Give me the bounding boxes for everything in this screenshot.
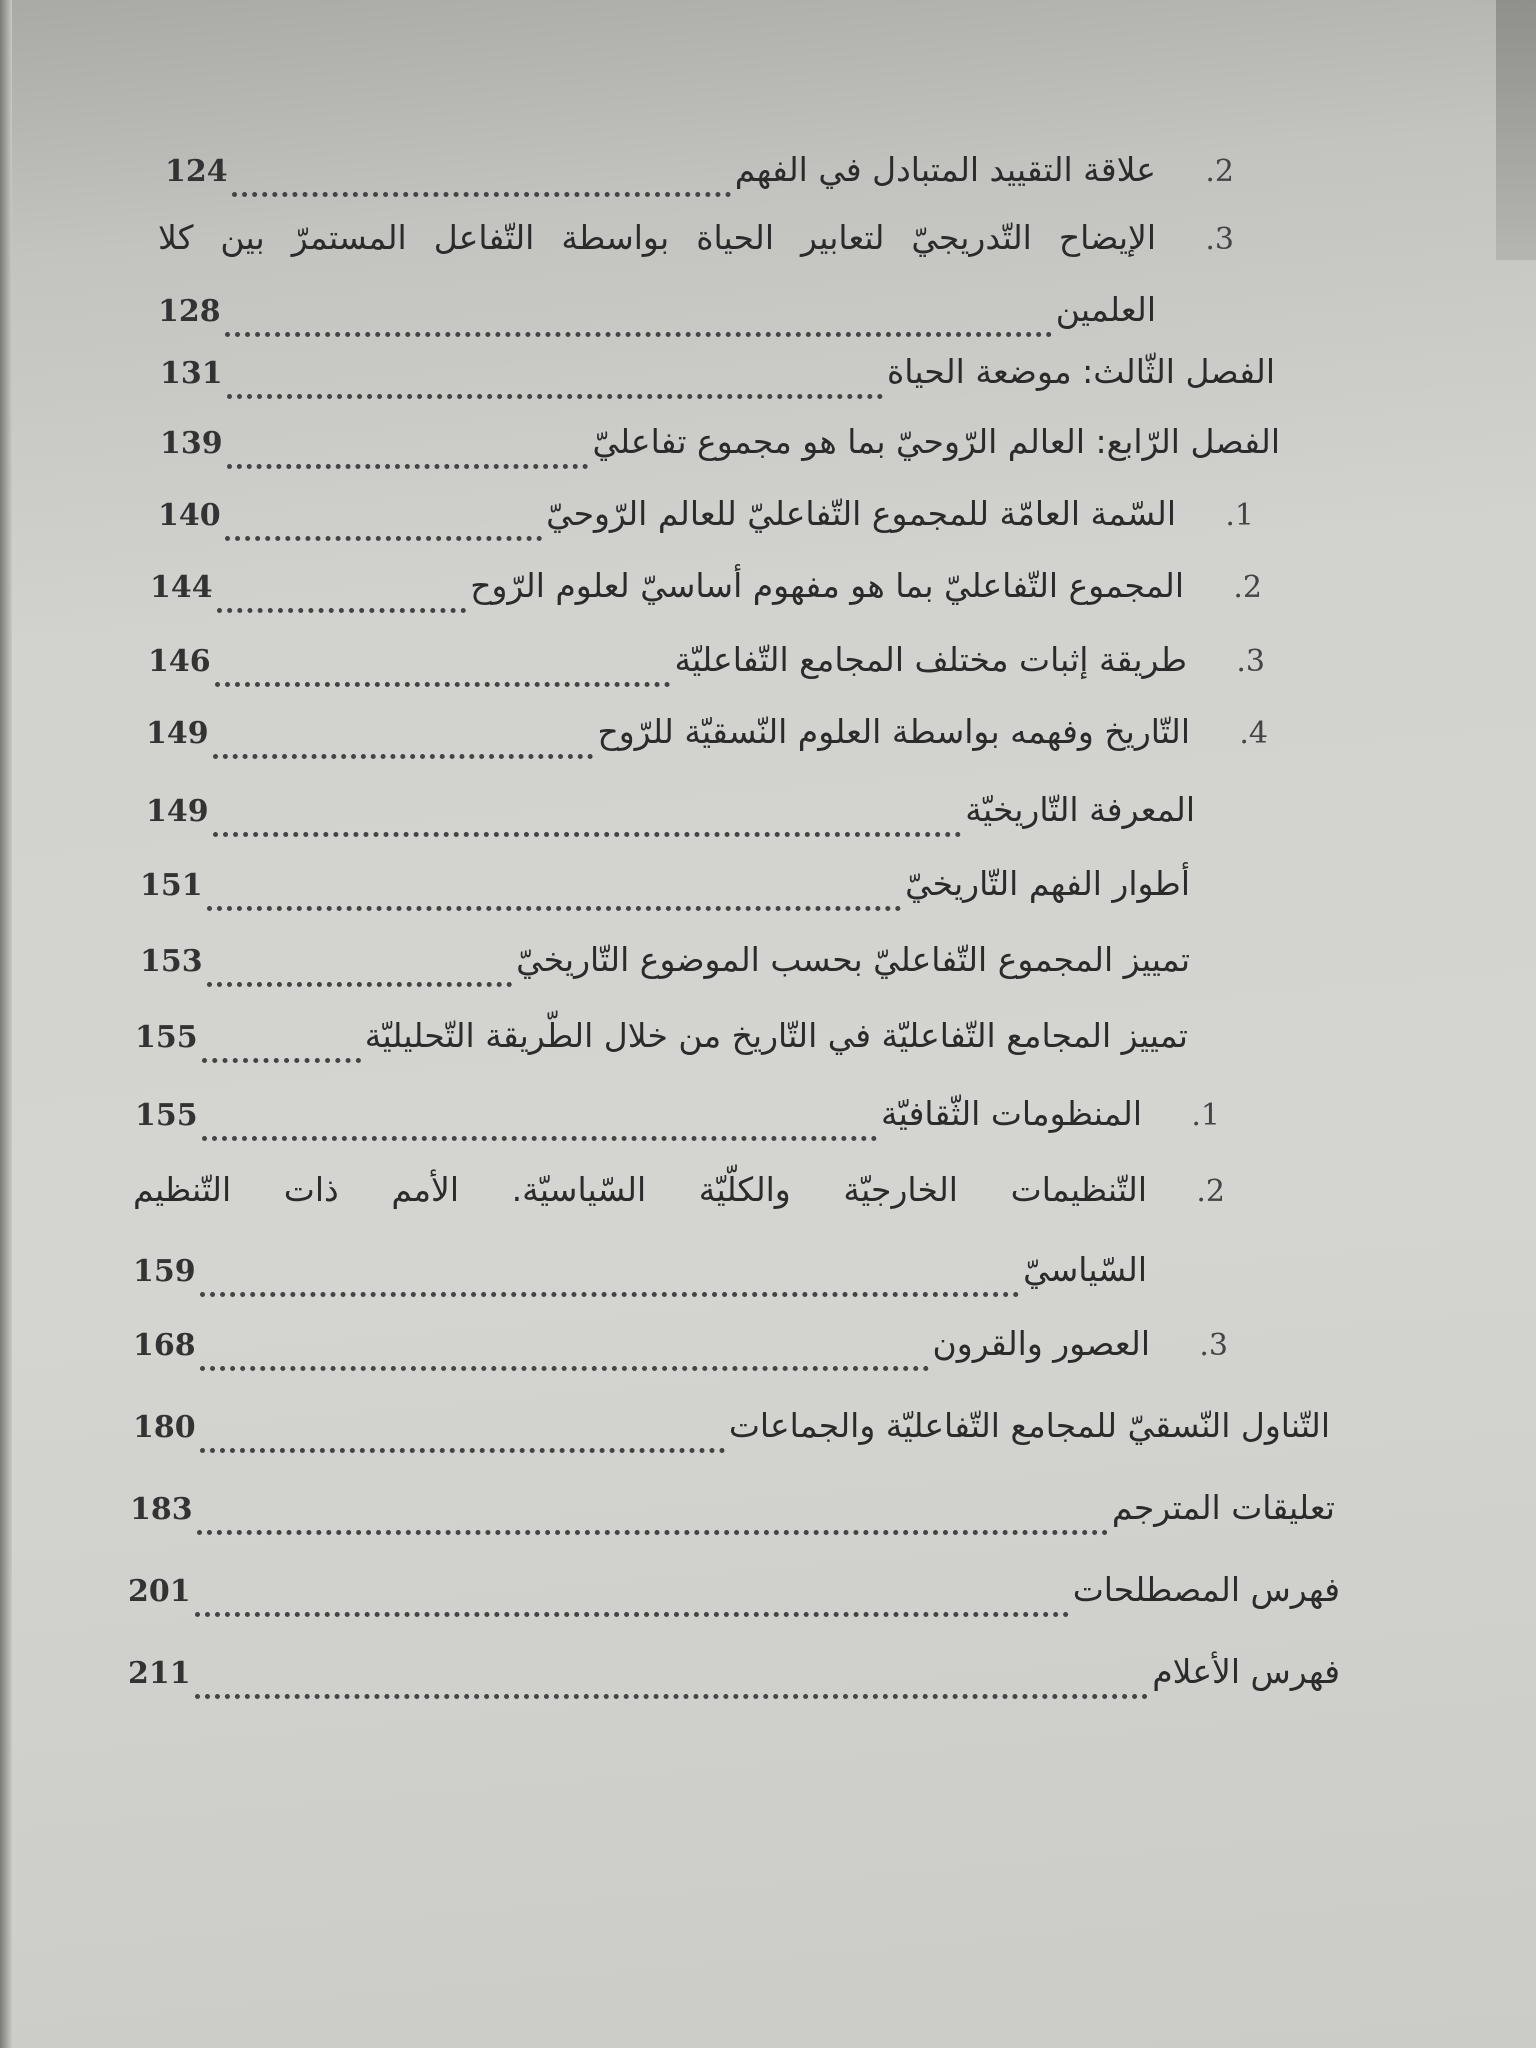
- toc-entry[interactable]: [133, 1324, 1228, 1384]
- entry-title: التّنظيمات الخارجيّة والكلّيّة السّياسيّة. الأمم ذات التّنظيم: [133, 1170, 1147, 1209]
- toc-entry[interactable]: [135, 1094, 1220, 1154]
- page-number: 128: [158, 294, 221, 329]
- toc-entry[interactable]: [140, 940, 1190, 1000]
- entry-title: الفصل الرّابع: العالم الرّوحيّ بما هو مجموع تفاعليّ: [592, 422, 1280, 461]
- page-number: 144: [150, 570, 213, 605]
- entry-title: المنظومات الثّقافيّة: [880, 1094, 1142, 1133]
- book-spine-edge: [0, 0, 12, 2048]
- page-number: 149: [146, 794, 209, 829]
- page-number: 155: [135, 1098, 198, 1133]
- dot-leader: [202, 1136, 877, 1141]
- dot-leader: [200, 1366, 929, 1371]
- entry-title: المعرفة التّاريخيّة: [965, 790, 1195, 829]
- toc-entry[interactable]: [135, 1016, 1188, 1076]
- entry-number: 2.: [1233, 570, 1262, 605]
- toc-entry[interactable]: [140, 864, 1190, 924]
- entry-number: 2.: [1196, 1174, 1225, 1209]
- toc-entry[interactable]: [165, 150, 1234, 210]
- dot-leader: [202, 1058, 361, 1063]
- page-number: 159: [133, 1254, 196, 1289]
- dot-leader: [227, 464, 589, 469]
- entry-title: فهرس الأعلام: [1152, 1652, 1340, 1691]
- page-number: 211: [128, 1656, 191, 1691]
- page-number: 201: [128, 1574, 191, 1609]
- entry-number: 1.: [1191, 1098, 1220, 1133]
- entry-title: تعليقات المترجم: [1111, 1488, 1335, 1527]
- toc-entry[interactable]: [158, 494, 1254, 554]
- page-number: 151: [140, 868, 203, 903]
- page-number: 139: [160, 426, 223, 461]
- entry-title: طريقة إثبات مختلف المجامع التّفاعليّة: [674, 640, 1187, 679]
- dot-leader: [195, 1612, 1069, 1617]
- entry-number: 2.: [1205, 154, 1234, 189]
- dot-leader: [213, 754, 594, 759]
- page-number: 155: [135, 1020, 198, 1055]
- toc-entry[interactable]: [158, 218, 1234, 278]
- dot-leader: [197, 1530, 1108, 1535]
- background-desk: [1496, 0, 1536, 260]
- dot-leader: [227, 394, 883, 399]
- dot-leader: [213, 832, 962, 837]
- toc-entry[interactable]: [150, 566, 1262, 626]
- page-number: 183: [130, 1492, 193, 1527]
- entry-number: 4.: [1239, 716, 1268, 751]
- entry-title-continuation: السّياسيّ: [1023, 1250, 1147, 1289]
- toc-entry[interactable]: [160, 352, 1275, 412]
- toc-entry[interactable]: [146, 790, 1195, 850]
- toc-entry[interactable]: [130, 1488, 1335, 1548]
- entry-title: تمييز المجموع التّفاعليّ بحسب الموضوع التّاريخيّ: [516, 940, 1190, 979]
- entry-title: فهرس المصطلحات: [1072, 1570, 1340, 1609]
- dot-leader: [225, 332, 1052, 337]
- toc-entry[interactable]: [148, 640, 1265, 700]
- page-number: 153: [140, 944, 203, 979]
- toc-entry[interactable]: [160, 422, 1280, 482]
- entry-title: العصور والقرون: [932, 1324, 1150, 1363]
- entry-title: السّمة العامّة للمجموع التّفاعليّ للعالم الرّوحيّ: [546, 494, 1176, 533]
- dot-leader: [200, 1292, 1020, 1297]
- page-number: 168: [133, 1328, 196, 1363]
- toc-entry[interactable]: [133, 1170, 1225, 1230]
- page-number: 124: [165, 154, 228, 189]
- toc-entry-continuation[interactable]: [158, 290, 1156, 350]
- toc-entry[interactable]: [128, 1570, 1340, 1630]
- entry-title: الفصل الثّالث: موضعة الحياة: [887, 352, 1275, 391]
- page-number: 140: [158, 498, 221, 533]
- entry-title: الإيضاح التّدريجيّ لتعابير الحياة بواسطة التّفاعل المستمرّ بين كلا: [158, 218, 1156, 257]
- page-number: 149: [146, 716, 209, 751]
- entry-title-continuation: العلمين: [1055, 290, 1156, 329]
- dot-leader: [232, 192, 731, 197]
- dot-leader: [207, 982, 512, 987]
- entry-number: 3.: [1236, 644, 1265, 679]
- entry-title: أطوار الفهم التّاريخيّ: [905, 864, 1190, 903]
- entry-title: المجموع التّفاعليّ بما هو مفهوم أساسيّ لعلوم الرّوح: [470, 566, 1184, 605]
- toc-entry[interactable]: [133, 1406, 1330, 1466]
- entry-number: 3.: [1205, 222, 1234, 257]
- toc-entry[interactable]: [146, 712, 1268, 772]
- dot-leader: [217, 608, 467, 613]
- entry-title: تمييز المجامع التّفاعليّة في التّاريخ من خلال الطّريقة التّحليليّة: [364, 1016, 1188, 1055]
- dot-leader: [215, 682, 671, 687]
- toc-entry[interactable]: [128, 1652, 1340, 1712]
- dot-leader: [225, 536, 542, 541]
- dot-leader: [207, 906, 902, 911]
- entry-title: التّناول النّسقيّ للمجامع التّفاعليّة والجماعات: [728, 1406, 1330, 1445]
- entry-number: 3.: [1199, 1328, 1228, 1363]
- page-number: 180: [133, 1410, 196, 1445]
- page-number: 146: [148, 644, 211, 679]
- entry-number: 1.: [1225, 498, 1254, 533]
- entry-title: التّاريخ وفهمه بواسطة العلوم النّسقيّة للرّوح: [597, 712, 1190, 751]
- dot-leader: [200, 1448, 725, 1453]
- toc-entry-continuation[interactable]: [133, 1250, 1147, 1310]
- dot-leader: [195, 1694, 1149, 1699]
- page-number: 131: [160, 356, 223, 391]
- entry-title: علاقة التقييد المتبادل في الفهم: [734, 150, 1156, 189]
